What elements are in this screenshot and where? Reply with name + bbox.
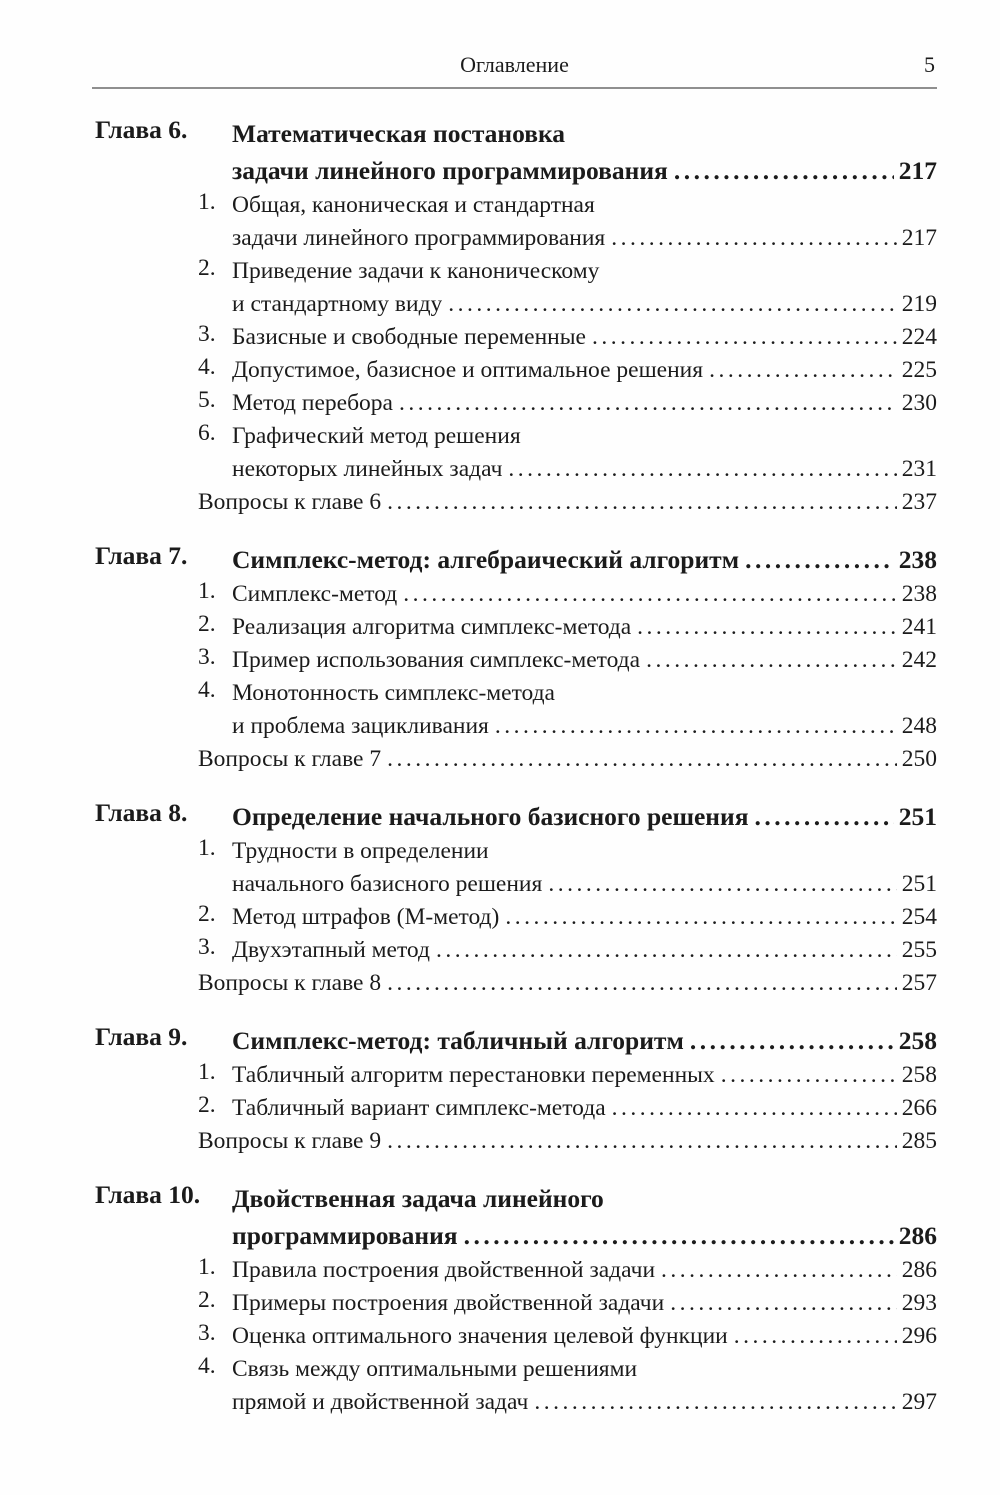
entry-line: [232, 189, 937, 222]
page-ref: 251: [901, 871, 937, 897]
toc-item-label: 2.: [198, 255, 216, 281]
entry-text: Вопросы к главе 9: [198, 1128, 382, 1154]
entry-text: Вопросы к главе 6: [198, 489, 382, 515]
entry-text: Вопросы к главе 7: [198, 746, 382, 772]
chapter-heading-label: Глава 9.: [95, 1022, 188, 1051]
toc-item-label: 3.: [198, 1320, 216, 1346]
entry-text: Базисные и свободные переменные: [232, 324, 586, 350]
dot-leader: [670, 1287, 897, 1320]
toc-item-label: 2.: [198, 1092, 216, 1118]
entry-line: [232, 1254, 937, 1287]
page-ref: 297: [901, 1389, 937, 1415]
entry-text: Двойственная задача линейного: [232, 1184, 604, 1213]
toc-item-body: [232, 934, 937, 967]
dot-leader: [709, 354, 897, 387]
toc-item: [95, 677, 937, 743]
chapter-heading: [95, 798, 937, 835]
entry-line: [232, 1320, 937, 1353]
chapter-heading-body: [232, 1022, 937, 1059]
entry-line: [232, 934, 937, 967]
entry-line: [232, 453, 937, 486]
dot-leader: [721, 1059, 897, 1092]
toc-item-body: [232, 1092, 937, 1125]
dot-leader: [464, 1217, 894, 1254]
entry-text: Симплекс-метод: табличный алгоритм: [232, 1026, 684, 1055]
entry-line: [232, 541, 937, 578]
page-ref: 225: [901, 357, 937, 383]
page-ref: 258: [898, 1026, 937, 1055]
running-head: [92, 52, 937, 78]
entry-text: Симплекс-метод: алгебраический алгоритм: [232, 545, 740, 574]
toc-item-body: [232, 1287, 937, 1320]
page-ref: 250: [901, 746, 937, 772]
page-ref: 255: [901, 937, 937, 963]
page-ref: 258: [901, 1062, 937, 1088]
entry-text: Оценка оптимального значения целевой функции: [232, 1323, 728, 1349]
toc-item-label: 2.: [198, 1287, 216, 1313]
page-ref: 238: [898, 545, 937, 574]
dot-leader: [611, 222, 897, 255]
entry-line: [232, 152, 937, 189]
chapter-questions: [95, 743, 937, 776]
dot-leader: [690, 1022, 894, 1059]
toc-item-label: 3.: [198, 644, 216, 670]
page-ref: 286: [898, 1221, 937, 1250]
toc-item: [95, 321, 937, 354]
toc-item: [95, 1353, 937, 1419]
toc-item-label: 3.: [198, 321, 216, 347]
chapter-heading-body: [232, 1180, 937, 1254]
entry-line: [232, 387, 937, 420]
dot-leader: [745, 541, 894, 578]
toc-item: [95, 387, 937, 420]
entry-text: Вопросы к главе 8: [198, 970, 382, 996]
chapter-heading-body: [232, 798, 937, 835]
chapter-section: [95, 115, 937, 519]
entry-line: [232, 710, 937, 743]
chapter-questions: [95, 1125, 937, 1158]
dot-leader: [495, 710, 897, 743]
dot-leader: [592, 321, 897, 354]
chapter-heading-label: Глава 7.: [95, 541, 188, 570]
page-ref: 230: [901, 390, 937, 416]
dot-leader: [436, 934, 897, 967]
dot-leader: [403, 578, 897, 611]
chapter-questions: [95, 967, 937, 1000]
toc-item: [95, 1287, 937, 1320]
entry-text: Пример использования симплекс-метода: [232, 647, 641, 673]
page-ref: 251: [898, 802, 937, 831]
toc-item: [95, 189, 937, 255]
dot-leader: [387, 967, 897, 1000]
toc-item-label: 4.: [198, 1353, 216, 1379]
entry-line: [232, 1180, 937, 1217]
entry-line: [232, 901, 937, 934]
entry-line: [232, 868, 937, 901]
dot-leader: [387, 743, 897, 776]
page-ref: 242: [901, 647, 937, 673]
dot-leader: [508, 453, 896, 486]
toc-item: [95, 578, 937, 611]
page-ref: 224: [901, 324, 937, 350]
page-ref: 219: [901, 291, 937, 317]
entry-line: [232, 835, 937, 868]
toc-item-body: [232, 1254, 937, 1287]
toc-item-label: 3.: [198, 934, 216, 960]
entry-line: [232, 644, 937, 677]
page-ref: 293: [901, 1290, 937, 1316]
entry-text: Примеры построения двойственной задачи: [232, 1290, 665, 1316]
chapter-heading: [95, 1180, 937, 1254]
entry-line: [232, 420, 937, 453]
dot-leader: [755, 798, 894, 835]
dot-leader: [399, 387, 897, 420]
entry-line: [232, 321, 937, 354]
chapter-heading: [95, 1022, 937, 1059]
dot-leader: [387, 1125, 897, 1158]
toc-item: [95, 1254, 937, 1287]
chapter-heading: [95, 541, 937, 578]
entry-line: [198, 967, 937, 1000]
toc-item-body: [232, 611, 937, 644]
running-head-title: Оглавление: [460, 52, 569, 77]
dot-leader: [637, 611, 897, 644]
toc-item: [95, 611, 937, 644]
entry-text: Приведение задачи к каноническому: [232, 258, 600, 284]
chapter-heading-label: Глава 8.: [95, 798, 188, 827]
toc-item-label: 4.: [198, 677, 216, 703]
toc-item-label: 5.: [198, 387, 216, 413]
entry-line: [232, 288, 937, 321]
entry-text: Общая, каноническая и стандартная: [232, 192, 595, 218]
entry-line: [232, 1386, 937, 1419]
dot-leader: [734, 1320, 897, 1353]
toc-item-body: [232, 644, 937, 677]
toc-item: [95, 1320, 937, 1353]
entry-text: и проблема зацикливания: [232, 713, 489, 739]
entry-line: [198, 1125, 937, 1158]
toc-item: [95, 934, 937, 967]
entry-text: Двухэтапный метод: [232, 937, 430, 963]
running-head-page-number: 5: [924, 52, 935, 77]
toc-item: [95, 835, 937, 901]
chapter-section: [95, 1180, 937, 1419]
toc-item: [95, 1059, 937, 1092]
toc-item-label: 6.: [198, 420, 216, 446]
table-of-contents: [95, 89, 937, 1419]
entry-text: Математическая постановка: [232, 119, 566, 148]
toc-item-body: [232, 354, 937, 387]
toc-item-label: 1.: [198, 835, 216, 861]
entry-line: [232, 1092, 937, 1125]
entry-text: Метод штрафов (М-метод): [232, 904, 500, 930]
chapter-heading-body: [232, 541, 937, 578]
page-ref: 248: [901, 713, 937, 739]
entry-line: [232, 1287, 937, 1320]
entry-text: Симплекс-метод: [232, 581, 398, 607]
toc-item-body: [232, 1059, 937, 1092]
entry-text: Монотонность симплекс-метода: [232, 680, 555, 706]
toc-item-label: 1.: [198, 189, 216, 215]
entry-line: [232, 222, 937, 255]
entry-text: Определение начального базисного решения: [232, 802, 749, 831]
entry-line: [232, 798, 937, 835]
page-ref: 266: [901, 1095, 937, 1121]
entry-text: программирования: [232, 1221, 458, 1250]
chapter-section: [95, 798, 937, 1000]
dot-leader: [534, 1386, 896, 1419]
entry-line: [198, 486, 937, 519]
chapter-heading-body: [232, 115, 937, 189]
toc-item-label: 1.: [198, 1254, 216, 1280]
entry-text: задачи линейного программирования: [232, 156, 668, 185]
dot-leader: [646, 644, 897, 677]
page-ref: 254: [901, 904, 937, 930]
chapter-heading: [95, 115, 937, 189]
toc-item-body: [232, 835, 937, 901]
page-ref: 286: [901, 1257, 937, 1283]
page-ref: 231: [901, 456, 937, 482]
page-ref: 257: [901, 970, 937, 996]
toc-item-body: [232, 1320, 937, 1353]
entry-line: [232, 1022, 937, 1059]
entry-line: [232, 115, 937, 152]
toc-item-body: [232, 901, 937, 934]
entry-line: [198, 743, 937, 776]
toc-item-body: [232, 1353, 937, 1419]
chapter-questions-body: [198, 743, 937, 776]
chapter-section: [95, 1022, 937, 1158]
page-ref: 296: [901, 1323, 937, 1349]
toc-item: [95, 354, 937, 387]
dot-leader: [448, 288, 896, 321]
toc-item: [95, 420, 937, 486]
entry-text: Табличный алгоритм перестановки переменных: [232, 1062, 715, 1088]
dot-leader: [661, 1254, 897, 1287]
entry-text: и стандартному виду: [232, 291, 443, 317]
entry-text: Правила построения двойственной задачи: [232, 1257, 656, 1283]
toc-item-body: [232, 387, 937, 420]
toc-item-body: [232, 255, 937, 321]
toc-item-label: 1.: [198, 578, 216, 604]
page-ref: 238: [901, 581, 937, 607]
entry-line: [232, 354, 937, 387]
page-ref: 285: [901, 1128, 937, 1154]
toc-item-body: [232, 677, 937, 743]
dot-leader: [612, 1092, 897, 1125]
entry-line: [232, 677, 937, 710]
toc-item-label: 1.: [198, 1059, 216, 1085]
toc-item-body: [232, 189, 937, 255]
toc-item-label: 2.: [198, 901, 216, 927]
page-ref: 217: [901, 225, 937, 251]
dot-leader: [548, 868, 896, 901]
entry-line: [232, 1217, 937, 1254]
chapter-heading-label: Глава 10.: [95, 1180, 201, 1209]
chapter-questions-body: [198, 1125, 937, 1158]
entry-text: Связь между оптимальными решениями: [232, 1356, 638, 1382]
entry-text: некоторых линейных задач: [232, 456, 503, 482]
entry-text: Графический метод решения: [232, 423, 521, 449]
chapter-questions-body: [198, 967, 937, 1000]
entry-text: Реализация алгоритма симплекс-метода: [232, 614, 632, 640]
toc-item-body: [232, 578, 937, 611]
entry-text: начального базисного решения: [232, 871, 543, 897]
toc-item: [95, 644, 937, 677]
page-ref: 237: [901, 489, 937, 515]
chapter-questions-body: [198, 486, 937, 519]
toc-item-body: [232, 321, 937, 354]
entry-text: Трудности в определении: [232, 838, 489, 864]
entry-text: Метод перебора: [232, 390, 393, 416]
dot-leader: [387, 486, 897, 519]
chapter-heading-label: Глава 6.: [95, 115, 188, 144]
entry-line: [232, 1059, 937, 1092]
chapter-questions: [95, 486, 937, 519]
dot-leader: [674, 152, 894, 189]
page-ref: 217: [898, 156, 937, 185]
chapter-section: [95, 541, 937, 776]
dot-leader: [505, 901, 896, 934]
page-ref: 241: [901, 614, 937, 640]
entry-line: [232, 578, 937, 611]
entry-line: [232, 611, 937, 644]
toc-item-label: 4.: [198, 354, 216, 380]
entry-text: Допустимое, базисное и оптимальное решения: [232, 357, 704, 383]
toc-item-body: [232, 420, 937, 486]
toc-item: [95, 1092, 937, 1125]
entry-line: [232, 1353, 937, 1386]
toc-item: [95, 255, 937, 321]
toc-item-label: 2.: [198, 611, 216, 637]
entry-text: задачи линейного программирования: [232, 225, 606, 251]
page-header: [92, 0, 937, 89]
entry-line: [232, 255, 937, 288]
entry-text: прямой и двойственной задач: [232, 1389, 529, 1415]
toc-item: [95, 901, 937, 934]
entry-text: Табличный вариант симплекс-метода: [232, 1095, 606, 1121]
